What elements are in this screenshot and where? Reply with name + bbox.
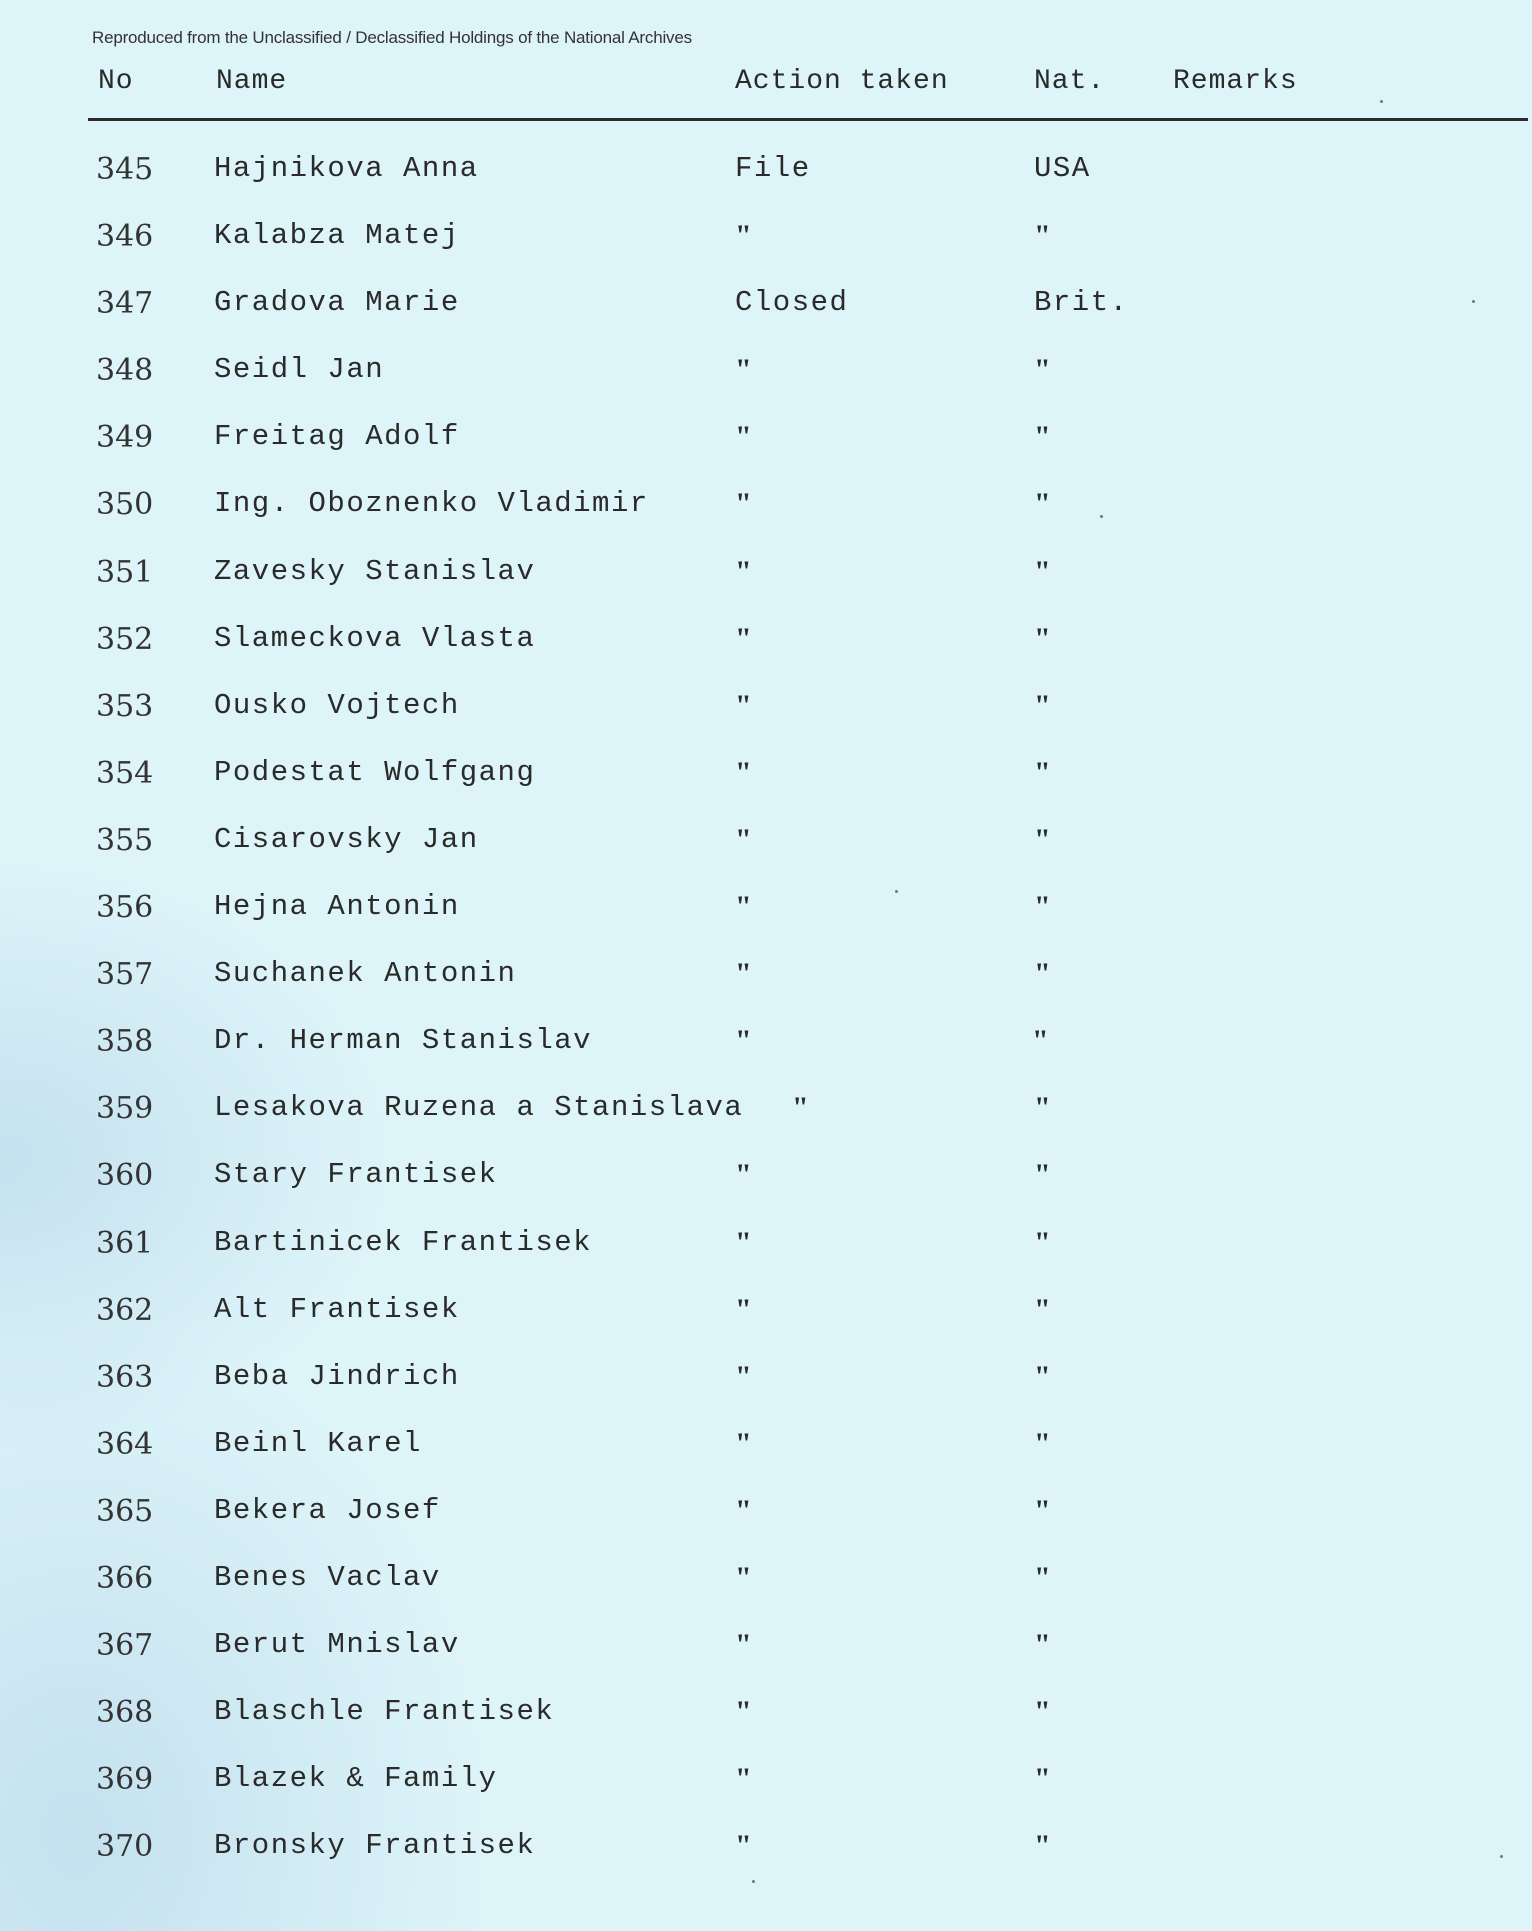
entry-nationality: " [1034,822,1051,856]
entry-nationality: " [1034,1695,1051,1729]
entry-action-taken: " [735,1829,752,1863]
entry-nationality: " [1034,1560,1051,1594]
entry-action-taken: " [792,1091,809,1125]
table-row [0,148,1532,215]
table-row [0,282,1532,349]
entry-name: Lesakova Ruzena a Stanislava [214,1091,744,1125]
entry-name: Stary Frantisek [214,1158,498,1192]
entry-nationality: USA [1034,152,1091,185]
entry-number: 357 [96,957,154,993]
entry-number: 355 [96,822,154,858]
entry-action-taken: File [735,152,811,185]
entry-action-taken: " [735,420,752,454]
entry-name: Cisarovsky Jan [214,822,479,856]
table-header [0,66,1532,106]
entry-action-taken: " [735,353,752,387]
entry-nationality: " [1034,1426,1051,1460]
archive-reproduction-note: Reproduced from the Unclassified / Declassified Holdings of the National Archives [92,28,692,47]
paper-speck [1380,100,1383,103]
entry-action-taken: " [735,890,752,924]
table-row [0,1825,1532,1892]
entry-action-taken: " [735,1762,752,1796]
entry-name: Ing. Oboznenko Vladimir [214,487,649,521]
paper-speck [895,890,898,893]
entry-number: 346 [96,219,154,255]
entry-nationality: " [1034,755,1051,789]
entry-name: Zavesky Stanislav [214,554,536,588]
entry-name: Alt Frantisek [214,1292,460,1326]
entry-action-taken: " [735,957,752,991]
table-row [0,1423,1532,1490]
entry-number: 356 [96,890,154,926]
entry-action-taken: " [735,822,752,856]
table-row [0,819,1532,886]
header-name: Name [216,66,288,97]
entry-number: 347 [96,286,154,322]
entry-nationality: " [1034,890,1051,924]
table-row [0,1691,1532,1758]
entry-number: 365 [96,1493,154,1529]
entry-number: 359 [96,1091,154,1127]
entry-action-taken: " [735,1493,752,1527]
entry-name: Podestat Wolfgang [214,755,536,789]
entry-nationality: " [1034,1493,1051,1527]
table-row [0,1154,1532,1221]
paper-speck [752,1880,755,1883]
entry-name: Dr. Herman Stanislav [214,1024,593,1058]
table-row [0,1624,1532,1691]
entry-action-taken: " [735,1225,752,1259]
header-no: No [98,66,134,97]
entry-number: 364 [96,1426,154,1462]
entry-nationality: " [1034,688,1051,722]
table-row [0,1356,1532,1423]
entry-name: Suchanek Antonin [214,957,517,991]
entry-number: 348 [96,353,154,389]
entry-nationality: " [1034,957,1051,991]
entry-action-taken: " [735,219,752,253]
entry-name: Bartinicek Frantisek [214,1225,593,1259]
table-row [0,215,1532,282]
entry-nationality: " [1034,1762,1051,1796]
entry-name: Ousko Vojtech [214,688,460,722]
entry-number: 367 [96,1628,154,1664]
entry-number: 345 [96,152,154,187]
entry-name: Slameckova Vlasta [214,621,536,655]
entry-action-taken: " [735,688,752,722]
table-row [0,1758,1532,1825]
header-action-taken: Action taken [735,66,949,97]
entry-action-taken: " [735,1628,752,1662]
entry-number: 362 [96,1292,154,1328]
entry-nationality: " [1034,1091,1051,1125]
entry-nationality: Brit. [1034,286,1129,320]
header-rule [88,118,1528,121]
table-body [0,148,1532,1892]
entry-number: 351 [96,554,154,590]
entry-number: 361 [96,1225,154,1261]
table-row [0,618,1532,685]
entry-nationality: " [1034,420,1051,454]
entry-action-taken: " [735,621,752,655]
entry-nationality: " [1034,1359,1051,1393]
entry-number: 352 [96,621,154,657]
entry-name: Beinl Karel [214,1426,422,1460]
entry-name: Kalabza Matej [214,219,460,253]
entry-action-taken: " [735,487,752,521]
header-nationality: Nat. [1034,66,1106,97]
paper-speck [1100,515,1103,518]
entry-nationality: " [1034,1628,1051,1662]
entry-action-taken: " [735,1560,752,1594]
table-row [0,551,1532,618]
entry-name: Blazek & Family [214,1762,498,1796]
entry-name: Gradova Marie [214,286,460,320]
table-row [0,1490,1532,1557]
table-row [0,1020,1532,1087]
entry-name: Benes Vaclav [214,1560,441,1594]
table-row [0,752,1532,819]
table-row [0,416,1532,483]
entry-action-taken: " [735,1426,752,1460]
entry-action-taken: " [735,554,752,588]
entry-number: 360 [96,1158,154,1194]
entry-name: Hajnikova Anna [214,152,479,185]
header-remarks: Remarks [1173,66,1298,97]
table-row [0,483,1532,550]
entry-name: Beba Jindrich [214,1359,460,1393]
entry-nationality: " [1034,487,1051,521]
entry-action-taken: " [735,1158,752,1192]
entry-nationality: " [1034,621,1051,655]
entry-name: Bekera Josef [214,1493,441,1527]
entry-action-taken: " [735,1292,752,1326]
table-row [0,1557,1532,1624]
entry-nationality: " [1034,1829,1051,1863]
entry-nationality: " [1034,554,1051,588]
entry-action-taken: " [735,755,752,789]
entry-nationality: " [1034,219,1051,253]
entry-nationality: " [1034,1158,1051,1192]
entry-name: Blaschle Frantisek [214,1695,555,1729]
paper-speck [1472,300,1475,303]
paper-speck [1500,1855,1503,1858]
entry-number: 368 [96,1695,154,1731]
entry-number: 369 [96,1762,154,1798]
table-row [0,1087,1532,1154]
entry-nationality: " [1034,1292,1051,1326]
table-row [0,1222,1532,1289]
entry-number: 363 [96,1359,154,1395]
entry-number: 354 [96,755,154,791]
entry-name: Hejna Antonin [214,890,460,924]
entry-action-taken: " [735,1024,752,1058]
table-row [0,886,1532,953]
entry-number: 370 [96,1829,154,1865]
entry-name: Berut Mnislav [214,1628,460,1662]
entry-nationality: " [1034,1225,1051,1259]
entry-number: 350 [96,487,154,523]
entry-name: Seidl Jan [214,353,385,387]
entry-number: 349 [96,420,154,456]
entry-action-taken: " [735,1359,752,1393]
table-row [0,349,1532,416]
entry-number: 358 [96,1024,154,1060]
entry-action-taken: Closed [735,286,849,320]
entry-number: 353 [96,688,154,724]
table-row [0,953,1532,1020]
table-row [0,1289,1532,1356]
entry-action-taken: " [735,1695,752,1729]
entry-name: Freitag Adolf [214,420,460,454]
entry-number: 366 [96,1560,154,1596]
entry-nationality: " [1034,353,1051,387]
entry-nationality: " [1032,1024,1049,1058]
entry-name: Bronsky Frantisek [214,1829,536,1863]
table-row [0,685,1532,752]
